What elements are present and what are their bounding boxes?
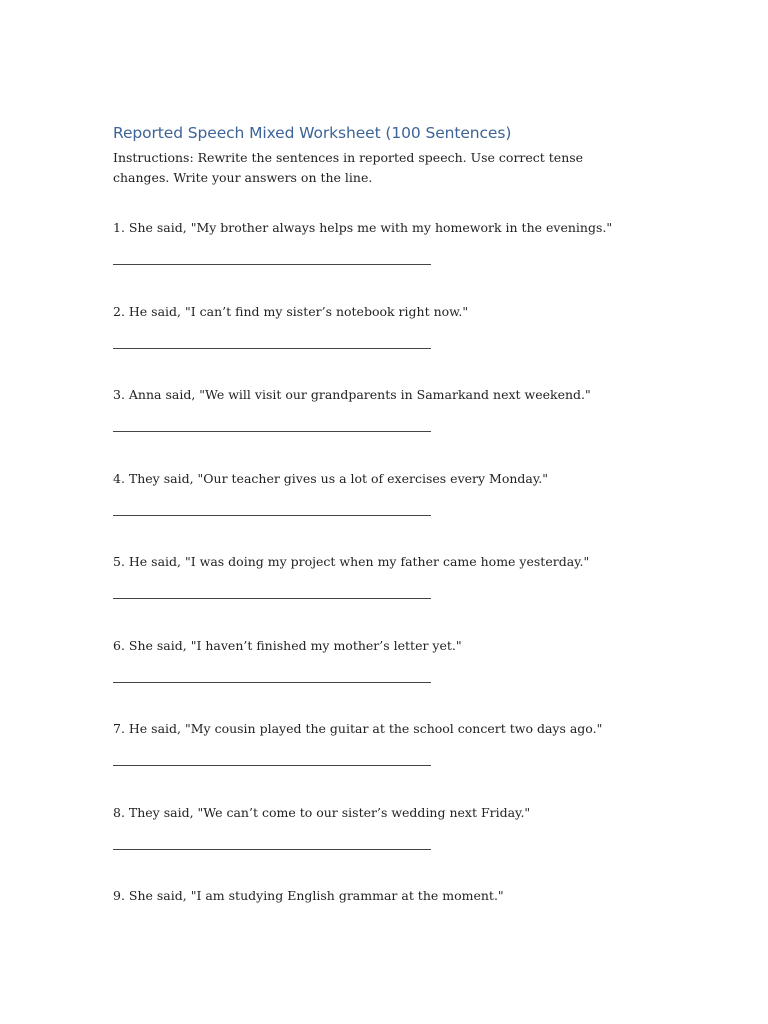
exercise-item (113, 719, 673, 803)
answer-line[interactable] (113, 431, 431, 432)
answer-line[interactable] (113, 849, 431, 850)
answer-line[interactable] (113, 264, 431, 265)
answer-line[interactable] (113, 682, 431, 683)
worksheet-title: Reported Speech Mixed Worksheet (100 Sentences) (113, 124, 512, 142)
exercise-list (113, 218, 673, 970)
exercise-item (113, 803, 673, 887)
exercise-item (113, 385, 673, 469)
exercise-sentence: 6. She said, "I haven’t finished my mother’s letter yet." (113, 637, 462, 653)
answer-line[interactable] (113, 348, 431, 349)
exercise-sentence: 5. He said, "I was doing my project when my father came home yesterday." (113, 554, 590, 569)
exercise-sentence: 2. He said, "I can’t find my sister’s notebook right now." (113, 303, 469, 319)
exercise-item (113, 886, 673, 970)
exercise-sentence: 7. He said, "My cousin played the guitar at the school concert two days ago." (113, 721, 603, 736)
exercise-sentence: 1. She said, "My brother always helps me with my homework in the evenings." (113, 220, 613, 235)
exercise-item (113, 302, 673, 386)
answer-line[interactable] (113, 765, 431, 766)
answer-line[interactable] (113, 598, 431, 599)
exercise-item (113, 218, 673, 302)
answer-line[interactable] (113, 515, 431, 516)
exercise-item (113, 636, 673, 720)
exercise-sentence: 3. Anna said, "We will visit our grandparents in Samarkand next weekend." (113, 387, 591, 402)
exercise-item (113, 552, 673, 636)
exercise-sentence: 4. They said, "Our teacher gives us a lot of exercises every Monday." (113, 470, 548, 486)
exercise-sentence: 9. She said, "I am studying English grammar at the moment." (113, 888, 504, 903)
exercise-item (113, 469, 673, 553)
instructions-text: Instructions: Rewrite the sentences in reported speech. Use correct tense changes. Write your answers on the line. (113, 150, 584, 185)
exercise-sentence: 8. They said, "We can’t come to our sister’s wedding next Friday." (113, 804, 531, 820)
